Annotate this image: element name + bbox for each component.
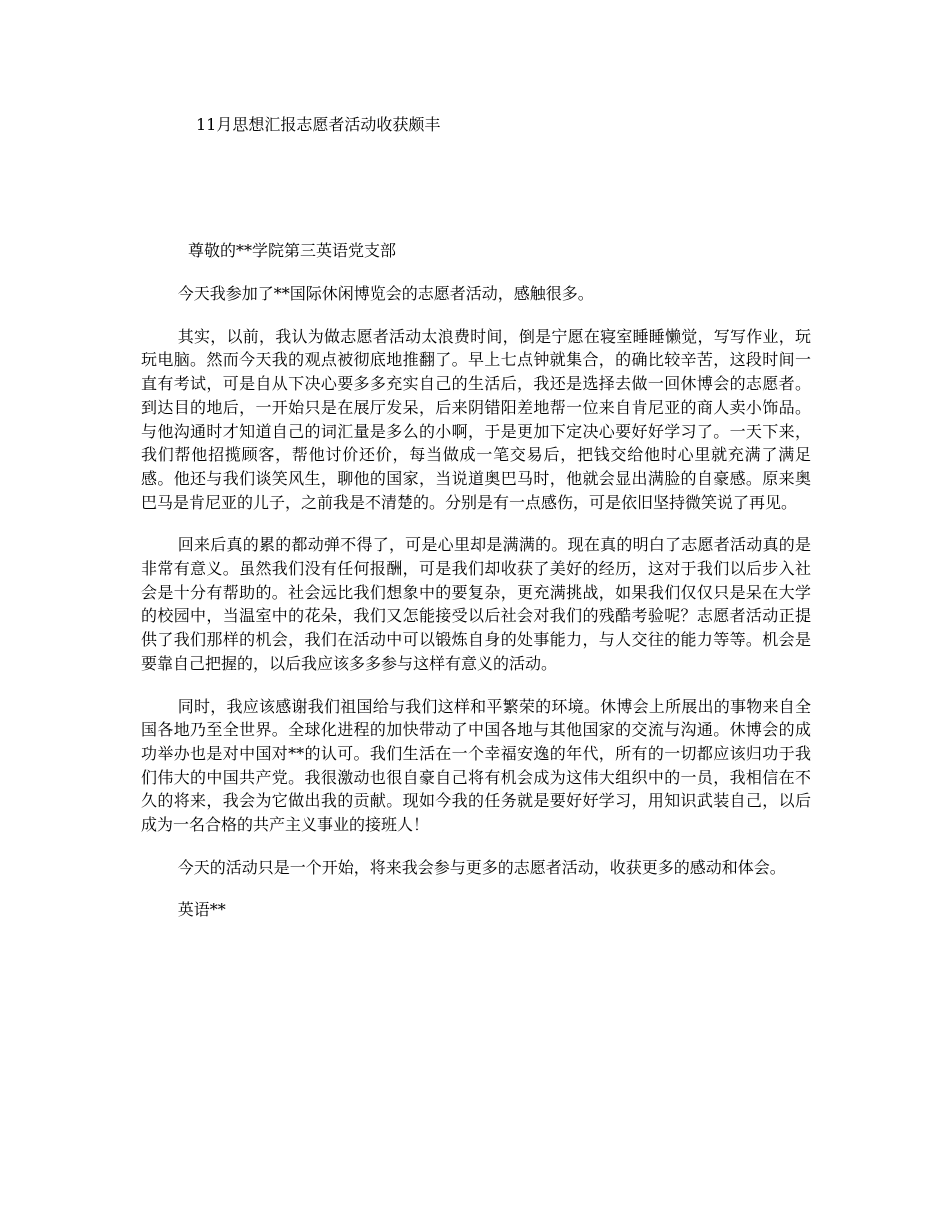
- paragraph-reflection: 回来后真的累的都动弹不得了，可是心里却是满满的。现在真的明白了志愿者活动真的是非常有意义。虽然我们没有任何报酬，可是我们却收获了美好的经历，这对于我们以后步入社会是十分有帮助的。社会远比我们想象中的要复杂，更充满挑战，如果我们仅仅只是呆在大学的校园中，当温室中的花朵，我们又怎能接受以后社会对我们的残酷考验呢？志愿者活动正提供了我们那样的机会，我们在活动中可以锻炼自身的处事能力，与人交往的能力等等。机会是要靠自己把握的，以后我应该多多参与这样有意义的活动。: [141, 535, 811, 673]
- paragraph-conclusion: 今天的活动只是一个开始，将来我会参与更多的志愿者活动，收获更多的感动和体会。: [177, 857, 786, 877]
- salutation: 尊敬的**学院第三英语党支部: [188, 241, 397, 260]
- document-body: [141, 282, 811, 922]
- document-title: 11月思想汇报志愿者活动收获颇丰: [196, 115, 441, 134]
- signature: 英语**: [177, 900, 226, 920]
- paragraph-experience: 其实，以前，我认为做志愿者活动太浪费时间，倒是宁愿在寝室睡睡懒觉，写写作业，玩玩电脑。然而今天我的观点被彻底地推翻了。早上七点钟就集合，的确比较辛苦，这段时间一直有考试，可是自从下决心要多多充实自己的生活后，我还是选择去做一回休博会的志愿者。到达目的地后，一开始只是在展厅发呆，后来阴错阳差地帮一位来自肯尼亚的商人卖小饰品。与他沟通时才知道自己的词汇量是多么的小啊，于是更加下定决心要好好学习了。一天下来，我们帮他招揽顾客，帮他讨价还价，每当做成一笔交易后，把钱交给他时心里就充满了满足感。他还与我们谈笑风生，聊他的国家，当说道奥巴马时，他就会显出满脸的自豪感。原来奥巴马是肯尼亚的儿子，之前我是不清楚的。分别是有一点感伤，可是依旧坚持微笑说了再见。: [141, 326, 811, 512]
- paragraph-gratitude: 同时，我应该感谢我们祖国给与我们这样和平繁荣的环境。休博会上所展出的事物来自全国各地乃至全世界。全球化进程的加快带动了中国各地与其他国家的交流与沟通。休博会的成功举办也是对中国对**的认可。我们生活在一个幸福安逸的年代，所有的一切都应该归功于我们伟大的中国共产党。我很激动也很自豪自己将有机会成为这伟大组织中的一员，我相信在不久的将来，我会为它做出我的贡献。现如今我的任务就是要好好学习，用知识武装自己，以后成为一名合格的共产主义事业的接班人！: [141, 696, 811, 835]
- paragraph-intro: 今天我参加了**国际休闲博览会的志愿者活动，感触很多。: [177, 284, 594, 303]
